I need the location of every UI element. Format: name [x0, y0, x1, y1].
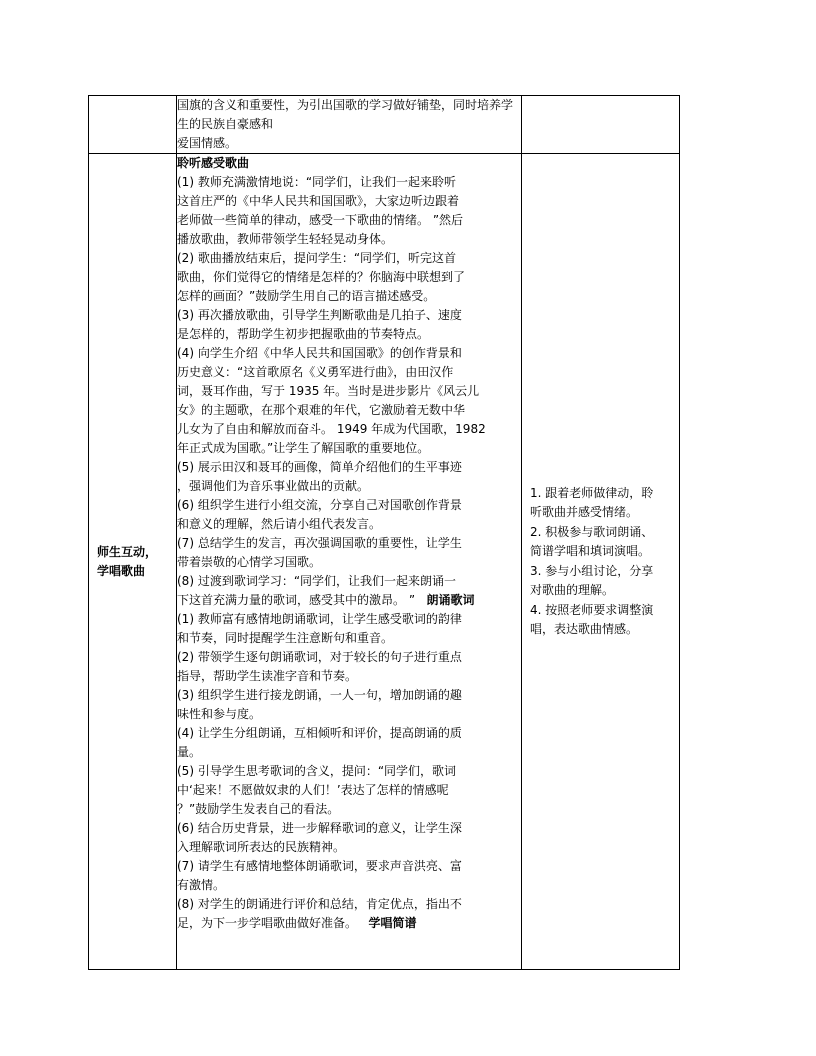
student-activity-line: 听歌曲并感受情绪。: [530, 505, 639, 519]
procedure-line: (3) 组织学生进行接龙朗诵，一人一句，增加朗诵的趣: [177, 688, 462, 702]
procedure-line: 有激情。: [177, 878, 226, 892]
procedure-line: 带着崇敬的心情学习国歌。: [177, 555, 322, 569]
procedure-line: 怎样的画面？”鼓励学生用自己的语言描述感受。: [177, 289, 436, 303]
procedure-line: 女》的主题歌，在那个艰难的年代，它激励着无数中华: [177, 403, 466, 417]
row1-right-cell: [522, 96, 680, 154]
procedure-line: (2) 带领学生逐句朗诵歌词，对于较长的句子进行重点: [177, 650, 462, 664]
procedure-line: (5) 引导学生思考歌词的含义，提问：“同学们，歌词: [177, 764, 457, 778]
student-activity-line: 2. 积极参与歌词朗诵、: [530, 524, 654, 539]
procedure-line: (5) 展示田汉和聂耳的画像，简单介绍他们的生平事迹: [177, 460, 462, 474]
procedure-line: 播放歌曲，教师带领学生轻轻晃动身体。: [177, 232, 394, 246]
procedure-line-text: 足，为下一步学唱歌曲做好准备。: [177, 916, 358, 930]
procedure-line: 歌曲，你们觉得它的情绪是怎样的？你脑海中联想到了: [177, 270, 466, 284]
procedure-line: (6) 结合历史背景，进一步解释歌词的意义，让学生深: [177, 821, 462, 835]
procedure-line: (8) 对学生的朗诵进行评价和总结，肯定优点，指出不: [177, 897, 462, 911]
section-heading-inline: 学唱简谱: [368, 916, 417, 930]
student-activity-line: 对歌曲的理解。: [530, 583, 615, 597]
procedure-line: 和意义的理解，然后请小组代表发言。: [177, 517, 382, 531]
row1-left-cell: [89, 96, 177, 154]
procedure-line: 是怎样的，帮助学生初步把握歌曲的节奏特点。: [177, 327, 430, 341]
procedure-line-text: 下这首充满力量的歌词，感受其中的激昂。 ”: [177, 593, 416, 607]
student-activity-line: 4. 按照老师要求调整演: [530, 602, 654, 617]
row2-right-cell: [522, 154, 680, 970]
procedure-line: 历史意义：“这首歌原名《义勇军进行曲》，由田汉作: [177, 365, 454, 379]
procedure-line: 和节奏，同时提醒学生注意断句和重音。: [177, 631, 394, 645]
activity-title-line: 学唱歌曲: [97, 563, 146, 578]
procedure-line: (4) 让学生分组朗诵，互相倾听和评价，提高朗诵的质: [177, 726, 462, 740]
procedure-line: (7) 总结学生的发言，再次强调国歌的重要性，让学生: [177, 536, 462, 550]
procedure-line-with-heading: [177, 591, 521, 610]
procedure-line: 中‘起来！不愿做奴隶的人们！’表达了怎样的情感呢: [177, 783, 449, 797]
row2-middle-cell: [177, 154, 522, 970]
procedure-line: (3) 再次播放歌曲，引导学生判断歌曲是几拍子、速度: [177, 308, 462, 322]
procedure-line: 词，聂耳作曲，写于 1935 年。当时是进步影片《风云儿: [177, 384, 480, 398]
procedure-line: 儿女为了自由和解放而奋斗。 1949 年成为代国歌，1982: [177, 422, 486, 436]
procedure-line: 年正式成为国歌。”让学生了解国歌的重要地位。: [177, 441, 430, 455]
student-activity-line: 1. 跟着老师做律动，聆: [530, 485, 654, 500]
section-heading-inline: 朗诵歌词: [426, 593, 475, 607]
row1-line: 爱国情感。: [177, 136, 238, 150]
procedure-line: (2) 歌曲播放结束后，提问学生：“同学们，听完这首: [177, 251, 457, 265]
activity-title-line: 师生互动，: [97, 544, 158, 559]
student-activity-line: 唱，表达歌曲情感。: [530, 622, 639, 636]
procedure-line: 老师做一些简单的律动，感受一下歌曲的情绪。 ”然后: [177, 213, 464, 227]
procedure-line: ，强调他们为音乐事业做出的贡献。: [177, 479, 370, 493]
procedure-line: 这首庄严的《中华人民共和国国歌》，大家边听边跟着: [177, 194, 460, 208]
procedure-line: 量。: [177, 745, 202, 759]
table-row-interaction: [89, 154, 680, 970]
procedure-line: (6) 组织学生进行小组交流，分享自己对国歌创作背景: [177, 498, 462, 512]
procedure-line: 入理解歌词所表达的民族精神。: [177, 840, 346, 854]
table-row-intro: [89, 96, 680, 154]
student-activity-line: 3. 参与小组讨论，分享: [530, 563, 654, 578]
procedure-line: ？”鼓励学生发表自己的看法。: [177, 802, 340, 816]
procedure-line: (4) 向学生介绍《中华人民共和国国歌》的创作背景和: [177, 346, 462, 360]
procedure-line: 指导，帮助学生读准字音和节奏。: [177, 669, 358, 683]
procedure-line: (8) 过渡到歌词学习：“同学们，让我们一起来朗诵一: [177, 574, 457, 588]
procedure-line-with-heading: [177, 914, 521, 933]
row1-middle-cell: [177, 96, 522, 154]
procedure-line: (1) 教师充满激情地说：“同学们，让我们一起来聆听: [177, 175, 457, 189]
section-heading: 聆听感受歌曲: [177, 156, 250, 170]
procedure-line: 味性和参与度。: [177, 707, 262, 721]
procedure-line: (1) 教师富有感情地朗诵歌词，让学生感受歌词的韵律: [177, 612, 462, 626]
lesson-table: [88, 95, 680, 970]
procedure-line: (7) 请学生有感情地整体朗诵歌词，要求声音洪亮、富: [177, 859, 462, 873]
student-activity-line: 简谱学唱和填词演唱。: [530, 544, 651, 558]
row1-line: 国旗的含义和重要性，为引出国歌的学习做好铺垫，同时培养学生的民族自豪感和: [177, 98, 514, 131]
row2-left-cell: [89, 154, 177, 970]
